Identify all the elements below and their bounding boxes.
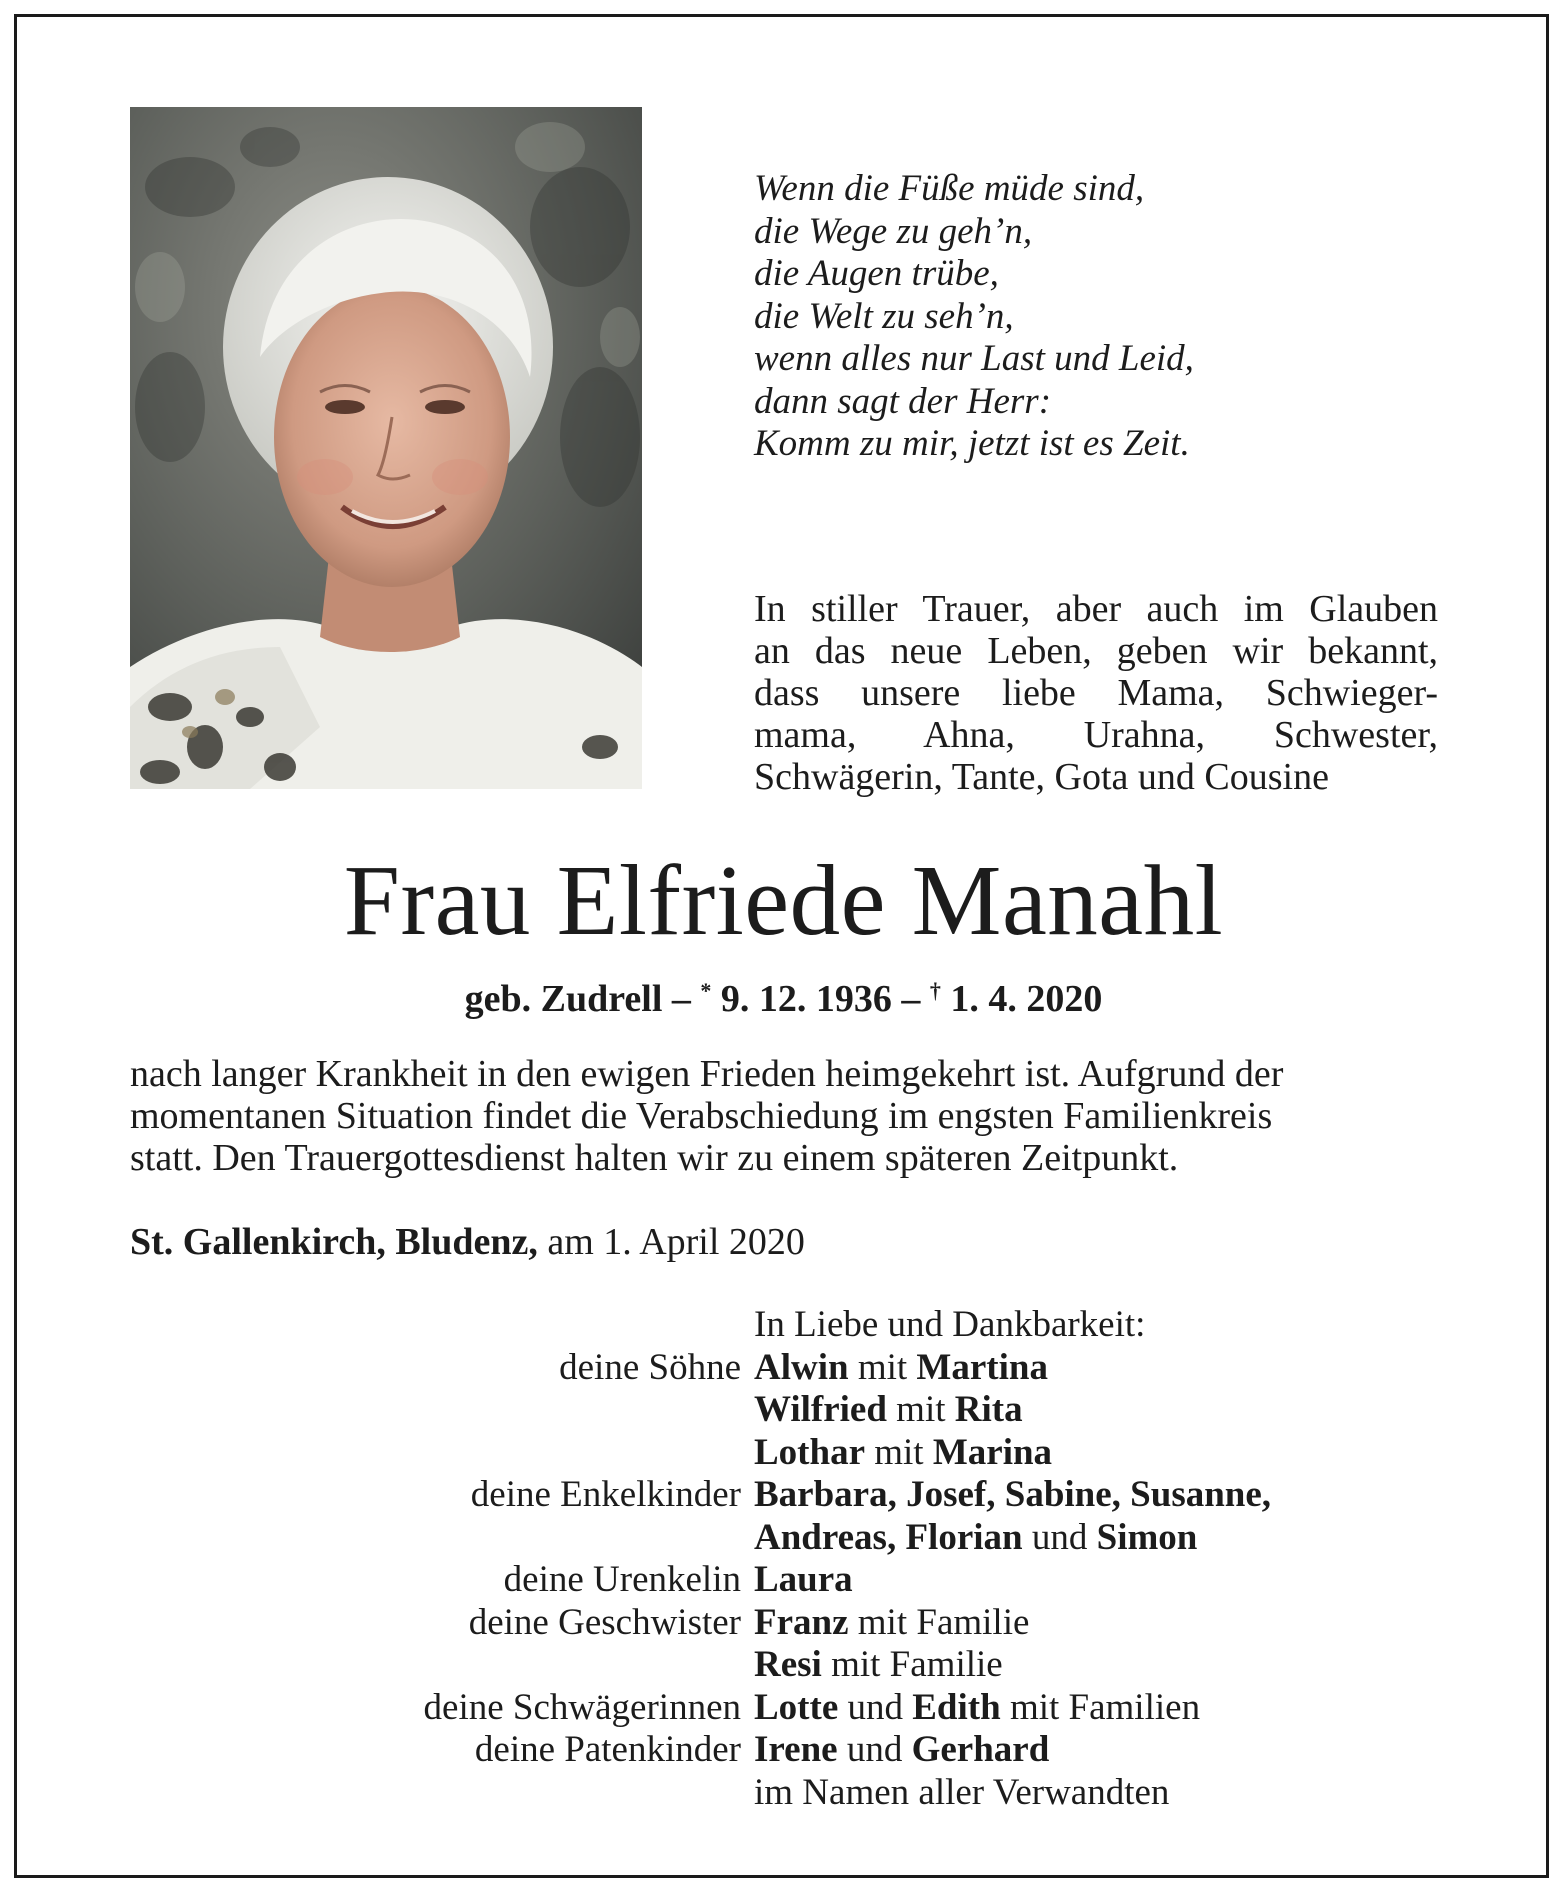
death-date: 1. 4. 2020 <box>950 978 1103 1020</box>
relation-label: deine Geschwister <box>468 1601 741 1643</box>
life-dates <box>0 968 1567 1022</box>
family-row <box>0 1729 1567 1772</box>
family-row <box>0 1347 1567 1390</box>
relative-name: Wilfried <box>754 1389 887 1430</box>
relation-label: deine Schwägerinnen <box>423 1686 741 1728</box>
connector-text: mit Familie <box>848 1601 1030 1643</box>
dash: – <box>901 978 930 1020</box>
born-mark: * <box>700 978 712 1003</box>
birth-date: 9. 12. 1936 <box>720 978 892 1020</box>
place-date-text: am 1. April 2020 <box>547 1221 805 1263</box>
relative-name: Irene <box>754 1729 838 1770</box>
family-row <box>0 1687 1567 1730</box>
relative-name: Barbara, Josef, Sabine, Susanne, <box>754 1474 1272 1515</box>
relative-names <box>754 1644 1003 1687</box>
portrait-photo <box>130 107 642 789</box>
connector-text: mit <box>865 1431 933 1473</box>
family-rows <box>0 1347 1567 1815</box>
family-intro-row <box>0 1304 1567 1347</box>
relative-names <box>754 1559 853 1602</box>
relation-label: deine Patenkinder <box>474 1729 741 1770</box>
poem-line: Wenn die Füße müde sind, <box>754 168 1145 209</box>
family-intro: In Liebe und Dankbarkeit: <box>754 1304 1146 1345</box>
announcement-line: mama, Ahna, Urahna, Schwester, <box>754 714 1438 756</box>
body-line: nach langer Krankheit in den ewigen Frieden heimgekehrt ist. Aufgrund der <box>130 1053 1284 1095</box>
family-row <box>0 1559 1567 1602</box>
place-date <box>130 1220 805 1264</box>
relative-names <box>754 1687 1200 1730</box>
family-row <box>0 1644 1567 1687</box>
announcement <box>754 588 1438 798</box>
relative-names <box>754 1389 1023 1432</box>
relative-name: Resi <box>754 1644 822 1685</box>
body-line: momentanen Situation findet die Verabschiedung im engsten Familienkreis <box>130 1095 1273 1137</box>
portrait-image <box>130 107 642 789</box>
relative-names <box>754 1474 1271 1517</box>
connector-text: mit Familie <box>821 1644 1003 1685</box>
poem <box>754 168 1454 466</box>
connector-text: und <box>1022 1516 1097 1558</box>
poem-line: Komm zu mir, jetzt ist es Zeit. <box>754 423 1190 464</box>
relative-name: Lothar <box>754 1431 865 1473</box>
relative-name: Marina <box>932 1431 1053 1473</box>
relative-name: Simon <box>1096 1516 1198 1558</box>
relation-label: deine Enkelkinder <box>470 1474 741 1515</box>
relative-name: Lotte <box>754 1686 839 1728</box>
relative-name: Andreas, Florian <box>754 1516 1023 1558</box>
died-mark: † <box>929 978 941 1003</box>
relative-names <box>754 1517 1197 1560</box>
poem-line: dann sagt der Herr: <box>754 380 1052 422</box>
relative-name: Franz <box>754 1601 849 1643</box>
family-row <box>0 1772 1567 1815</box>
announcement-line: dass unsere liebe Mama, Schwieger- <box>754 672 1438 714</box>
relative-names <box>754 1729 1049 1772</box>
place-location: St. Gallenkirch, Bludenz, <box>130 1221 538 1263</box>
dash: – <box>671 978 701 1020</box>
family-list <box>0 1304 1567 1814</box>
relative-names <box>754 1432 1052 1475</box>
relative-names <box>754 1602 1029 1645</box>
body-line: statt. Den Trauergottesdienst halten wir zu einem späteren Zeitpunkt. <box>130 1137 1179 1179</box>
poem-line: die Welt zu seh’n, <box>754 295 1014 337</box>
family-row <box>0 1602 1567 1645</box>
announcement-line: Schwägerin, Tante, Gota und Cousine <box>754 756 1329 798</box>
family-row <box>0 1517 1567 1560</box>
connector-text: mit <box>886 1389 955 1430</box>
family-row <box>0 1389 1567 1432</box>
relative-names <box>754 1772 1169 1815</box>
poem-line: die Augen trübe, <box>754 253 999 294</box>
connector-text: und <box>838 1686 913 1728</box>
family-row <box>0 1474 1567 1517</box>
relative-name: Rita <box>954 1389 1023 1430</box>
poem-line: wenn alles nur Last und Leid, <box>754 338 1194 379</box>
relation-label: deine Söhne <box>559 1346 741 1388</box>
poem-line: die Wege zu geh’n, <box>754 210 1033 252</box>
relative-name: Laura <box>754 1559 853 1600</box>
connector-text: mit Familien <box>1000 1686 1201 1728</box>
announcement-line: an das neue Leben, geben wir bekannt, <box>754 630 1438 672</box>
connector-text: und <box>837 1729 912 1770</box>
relation-label: deine Urenkelin <box>503 1559 741 1600</box>
relative-name: Gerhard <box>911 1729 1050 1770</box>
family-row <box>0 1432 1567 1475</box>
announcement-line: In stiller Trauer, aber auch im Glauben <box>754 588 1438 630</box>
maiden-name: geb. Zudrell <box>464 978 663 1020</box>
relative-name: Edith <box>912 1686 1001 1728</box>
deceased-name: Frau Elfriede Manahl <box>343 844 1224 956</box>
connector-text: mit <box>848 1346 917 1388</box>
connector-text: im Namen aller Verwandten <box>754 1771 1170 1813</box>
body-text <box>130 1053 1440 1179</box>
relative-name: Martina <box>916 1346 1048 1388</box>
relative-names <box>754 1347 1048 1390</box>
relative-name: Alwin <box>754 1346 849 1388</box>
